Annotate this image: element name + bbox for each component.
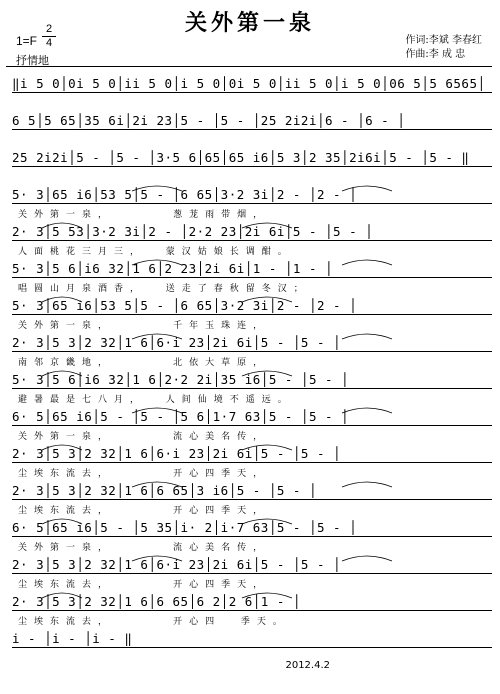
lyric-line: 唱圆山月泉酒香， 送走了春秋留冬汉； xyxy=(18,284,310,294)
staff-line xyxy=(12,261,492,295)
lyric-line: 尘埃东流去， 开心四季天， xyxy=(18,580,270,590)
staff-line xyxy=(12,335,492,369)
composer-credit: 作曲:李 成 忠 xyxy=(405,49,466,60)
meter-bottom: 4 xyxy=(45,37,53,49)
staff-line xyxy=(12,150,492,184)
note-line: 5· 3│65 i6│53 5│5 - │6 65│3·2 3i│2 - │2 - │ xyxy=(12,298,492,315)
note-line: 2· 3│5 3│2 32│1 6│6 65│3 i6│5 - │5 - │ xyxy=(12,483,492,500)
note-line: 2· 3│5 3│2 32│1 6│6·i 23│2i 6i│5 - │5 - │ xyxy=(12,335,492,352)
note-line: 5· 3│5 6│i6 32│1 6│2 23│2i 6i│1 - │1 - │ xyxy=(12,261,492,278)
staff-line xyxy=(12,446,492,480)
staff-line xyxy=(12,113,492,147)
credits xyxy=(405,34,482,62)
staff-line xyxy=(12,520,492,554)
meter-top: 2 xyxy=(45,23,53,35)
date-footer: 2012.4.2 xyxy=(285,660,330,671)
lyric-line: 南邻京畿地， 北依大草原， xyxy=(18,358,270,368)
note-line: 6· 5│65 i6│5 - │5 35│i· 2│i·7 63│5 - │5 - │ xyxy=(12,520,492,537)
note-line: 2· 3│5 53│3·2 3i│2 - │2·2 23│2i 6i│5 - │5 - │ xyxy=(12,224,492,241)
staff-line xyxy=(12,187,492,221)
lyric-line: 尘埃东流去， 开心四季天， xyxy=(18,469,270,479)
note-line: 2· 3│5 3│2 32│1 6│6·i 23│2i 6i│5 - │5 - │ xyxy=(12,446,492,463)
lyric-line: 关外第一泉， 流心美名传， xyxy=(18,543,270,553)
lyric-line: 尘埃东流去， 开心四 季天。 xyxy=(18,617,289,627)
staff-line xyxy=(12,76,492,110)
time-signature xyxy=(42,24,56,49)
lyric-line: 尘埃东流去， 开心四季天， xyxy=(18,506,270,516)
note-line: 2· 3│5 3│2 32│1 6│6 65│6 2│2 6│1 - │ xyxy=(12,594,492,611)
lyric-line: 关外第一泉， 千年玉珠连， xyxy=(18,321,270,331)
staff-line xyxy=(12,372,492,406)
lyric-line: 关外第一泉， 流心美名传， xyxy=(18,432,270,442)
note-line: 25 2i2i│5 - │5 - │3·5 6│65│65 i6│5 3│2 35│2i6i│5 - │5 - ‖ xyxy=(12,150,492,167)
staff-line xyxy=(12,594,492,628)
lyric-line: 人面桃花三月三， 蒙汉姑娘长调酣。 xyxy=(18,247,294,257)
note-line: 6· 5│65 i6│5 - │5 - │5 6│1·7 63│5 - │5 - │ xyxy=(12,409,492,426)
staff-line xyxy=(12,224,492,258)
score-top-rule xyxy=(6,66,492,67)
lyric-line: 关外第一泉， 葱茏雨带烟， xyxy=(18,210,270,220)
staff-line xyxy=(12,483,492,517)
key-signature: 1=F xyxy=(16,34,38,48)
staff-line xyxy=(12,557,492,591)
note-line: i - │i - │i - ‖ xyxy=(12,631,492,648)
note-line: 5· 3│5 6│i6 32│1 6│2·2 2i│35 i6│5 - │5 - │ xyxy=(12,372,492,389)
note-line: 6 5│5 65│35 6i│2i 23│5 - │5 - │25 2i2i│6 - │6 - │ xyxy=(12,113,492,130)
staff-line xyxy=(12,631,492,665)
tempo-marking: 抒情地 xyxy=(16,54,49,67)
note-line: 2· 3│5 3│2 32│1 6│6·i 23│2i 6i│5 - │5 - │ xyxy=(12,557,492,574)
note-line: 5· 3│65 i6│53 5│5 - │6 65│3·2 3i│2 - │2 - │ xyxy=(12,187,492,204)
staff-line xyxy=(12,409,492,443)
lyric-line: 避暑最是七八月， 人间仙境不遥远。 xyxy=(18,395,294,405)
staff-line xyxy=(12,298,492,332)
lyricist-credit: 作词:李斌 李春红 xyxy=(405,35,482,46)
note-line: ‖i 5 0│0i 5 0│ii 5 0│i 5 0│0i 5 0│ii 5 0│i 5 0│06 5│5 6565│ xyxy=(12,76,492,93)
song-title: 关外第一泉 xyxy=(184,10,315,35)
